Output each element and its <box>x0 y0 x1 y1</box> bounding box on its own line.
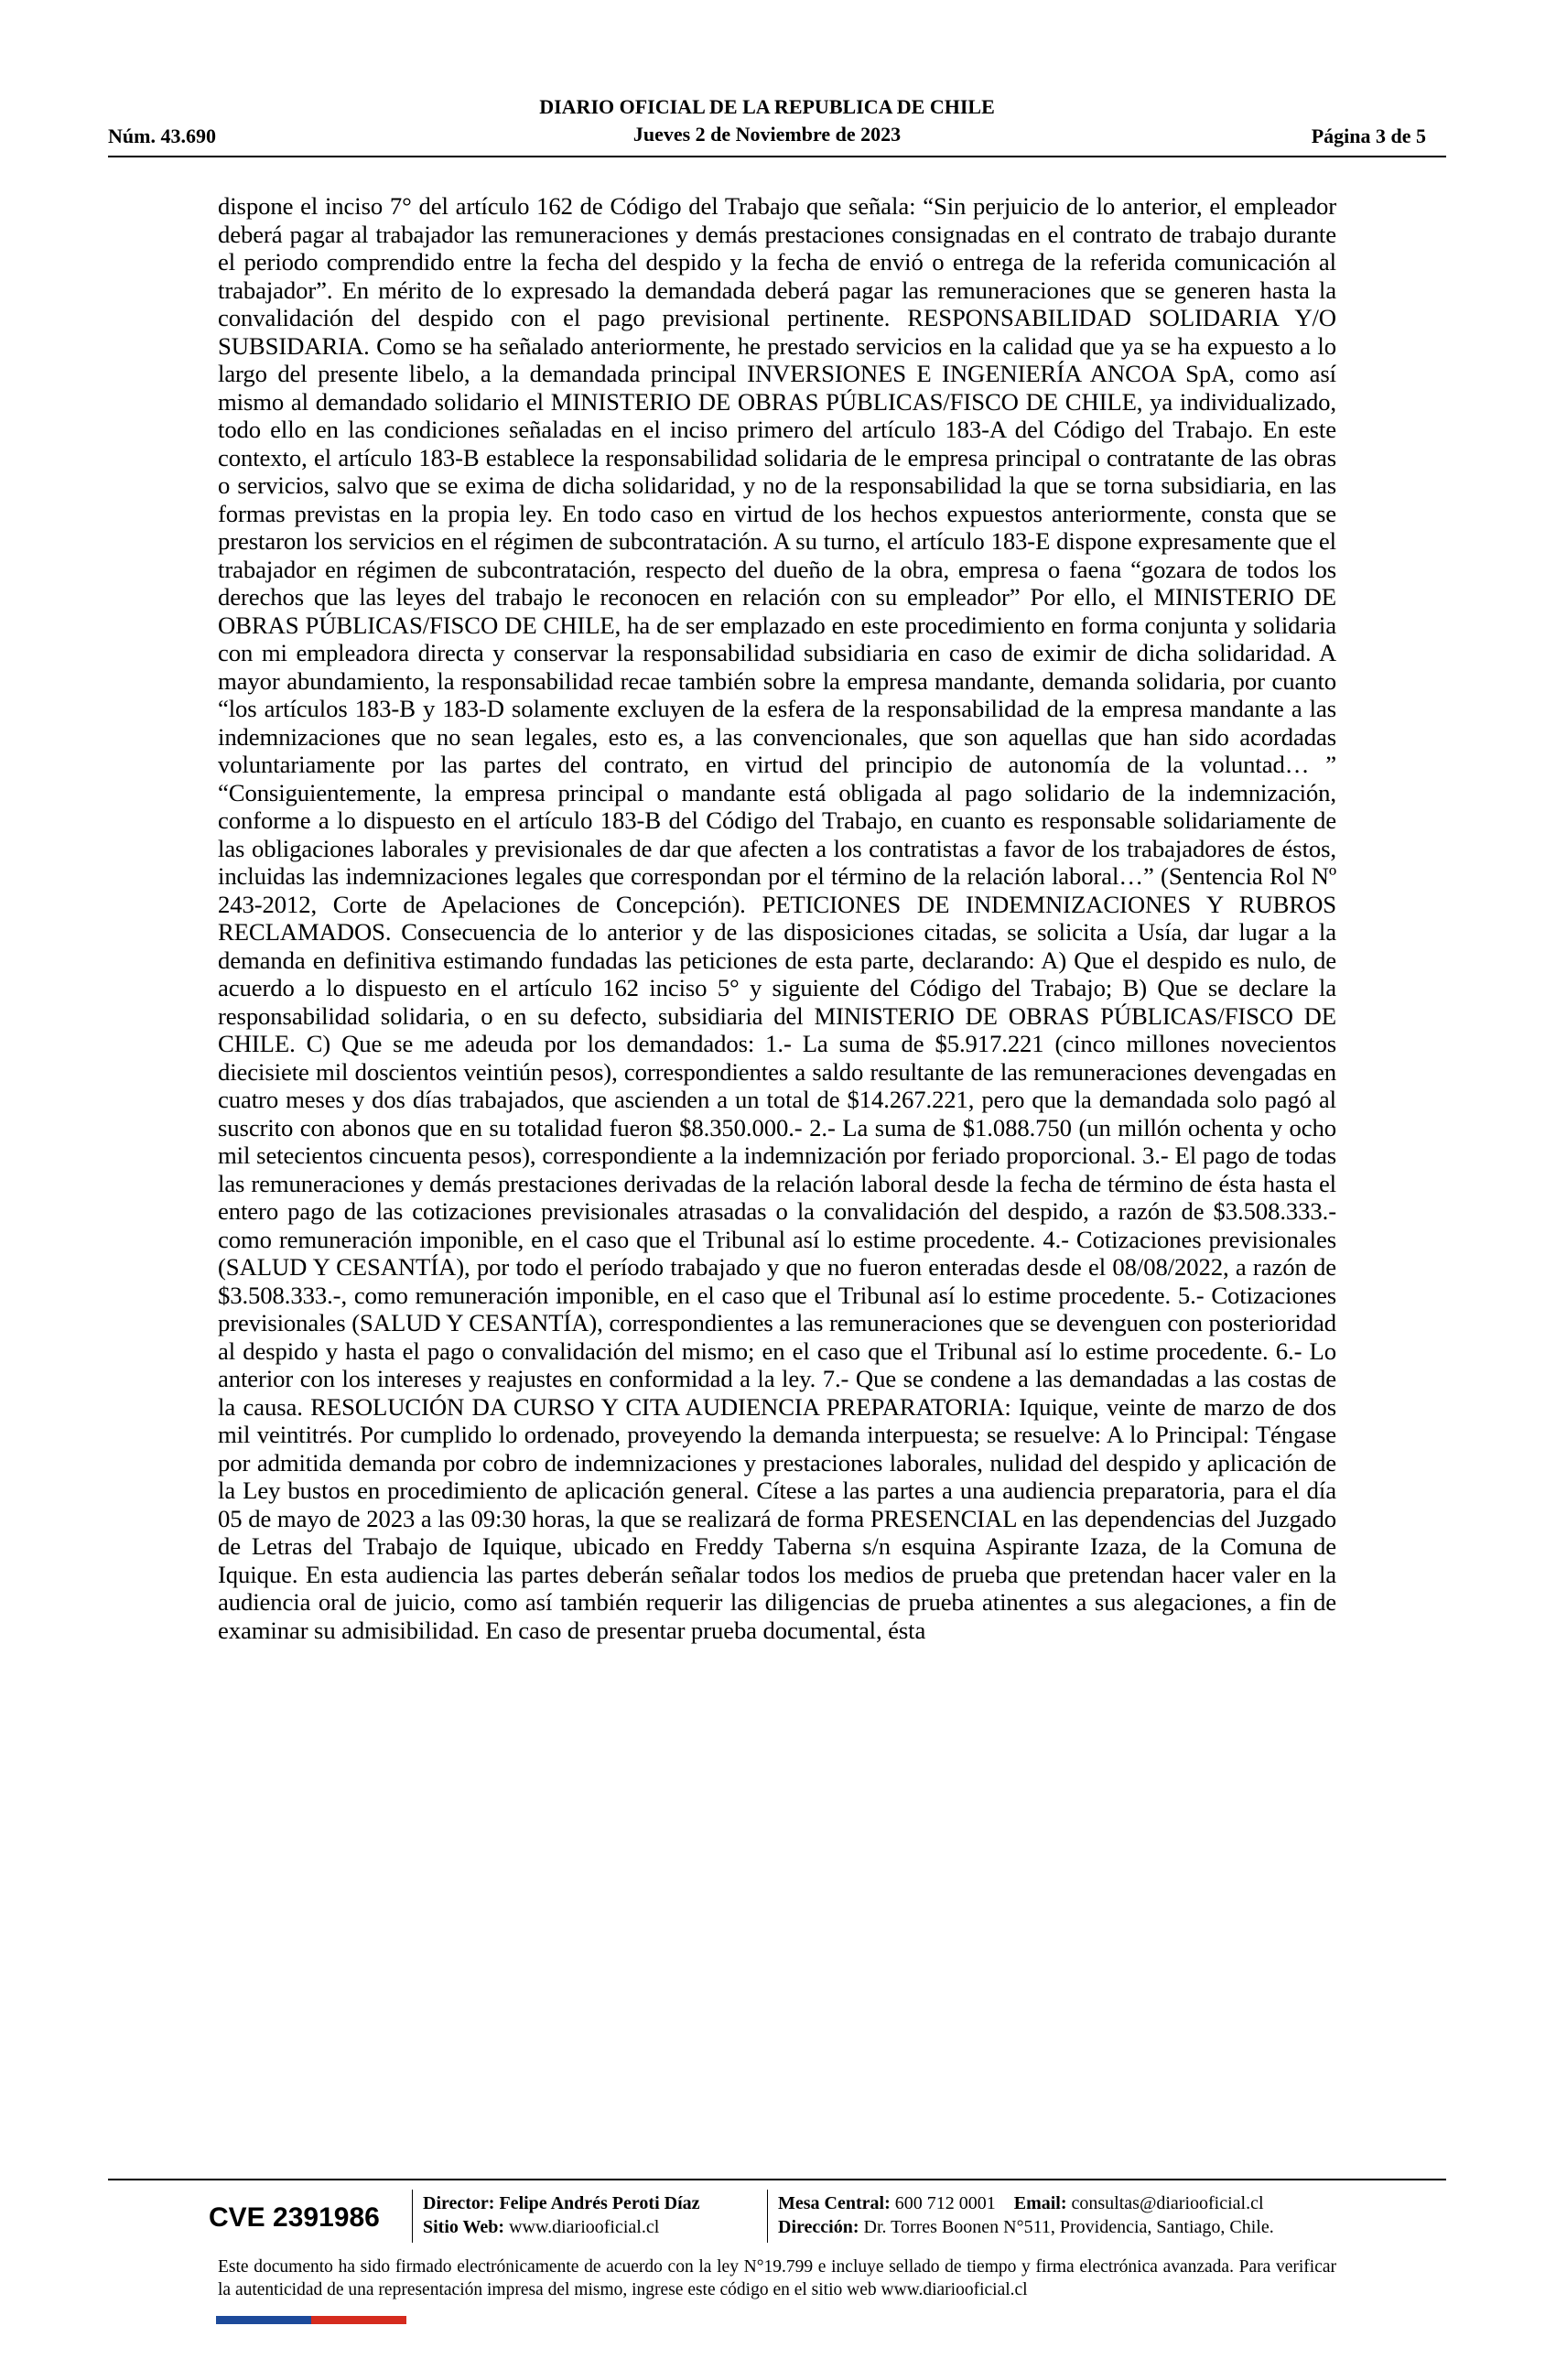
page-header <box>108 92 1426 156</box>
header-center <box>108 93 1426 148</box>
flag-red-bar <box>311 2316 406 2324</box>
phone-label: Mesa Central: <box>778 2193 891 2213</box>
publication-date: Jueves 2 de Noviembre de 2023 <box>632 123 902 146</box>
cve-code: CVE 2391986 <box>209 2202 380 2233</box>
page-number: Página 3 de 5 <box>1311 124 1426 147</box>
flag-blue-bar <box>216 2316 311 2324</box>
publication-title: DIARIO OFICIAL DE LA REPUBLICA DE CHILE <box>539 95 995 118</box>
phone-value: 600 712 0001 <box>894 2193 996 2213</box>
footer-separator <box>412 2190 413 2243</box>
footer-disclaimer: Este documento ha sido firmado electrónicamente de acuerdo con la ley N°19.799 e incluye sellado de tiempo y firma electrónica avanzada. Para verificar la autenticidad de una representación impresa del mismo, ingrese este código en el sitio web www.diariooficial.cl <box>218 2257 1336 2299</box>
footer-contact-block <box>778 2191 1274 2239</box>
address-value: Dr. Torres Boonen N°511, Providencia, Santiago, Chile. <box>863 2217 1274 2237</box>
header-divider <box>108 156 1446 157</box>
site-label: Sitio Web: <box>423 2217 505 2237</box>
issue-number: Núm. 43.690 <box>108 124 216 147</box>
flag-stripe <box>216 2316 406 2324</box>
site-link[interactable]: www.diariooficial.cl <box>509 2217 660 2237</box>
address-label: Dirección: <box>778 2217 859 2237</box>
email-label: Email: <box>1013 2193 1067 2213</box>
footer-separator <box>767 2190 768 2243</box>
footer-divider <box>108 2179 1446 2180</box>
footer-director-block <box>423 2191 700 2239</box>
email-link[interactable]: consultas@diariooficial.cl <box>1071 2193 1264 2213</box>
director-name: Felipe Andrés Peroti Díaz <box>499 2193 700 2213</box>
document-body: dispone el inciso 7° del artículo 162 de Código del Trabajo que señala: “Sin perjuicio de lo anterior, el empleador deberá pagar al trabajador las remuneraciones y demás prestaciones consignadas en el contrato de trabajo durante el periodo comprendido entre la fecha del despido y la fecha de envió o entrega de la referida comunicación al trabajador”. En mérito de lo expresado la demandada deberá pagar las remuneraciones que se generen hasta la convalidación del despido con el pago previsional pertinente. RESPONSABILIDAD SOLIDARIA Y/O SUBSIDARIA. Como se ha señalado anteriormente, he prestado servicios en la calidad que ya se ha expuesto a lo largo del presente libelo, a la demandada principal INVERSIONES E INGENIERÍA ANCOA SpA, como así mismo al demandado solidario el MINISTERIO DE OBRAS PÚBLICAS/FISCO DE CHILE, ya individualizado, todo ello en las condiciones señaladas en el inciso primero del artículo 183-A del Código del Trabajo. En este contexto, el artículo 183-B establece la responsabilidad solidaria de le empresa principal o contratante de las obras o servicios, salvo que se exima de dicha solidaridad, y no de la responsabilidad la que se torna subsidiaria, en las formas previstas en la propia ley. En todo caso en virtud de los hechos expuestos anteriormente, consta que se prestaron los servicios en el régimen de subcontratación. A su turno, el artículo 183-E dispone expresamente que el trabajador en régimen de subcontratación, respecto del dueño de la obra, empresa o faena “gozara de todos los derechos que las leyes del trabajo le reconocen en relación con su empleador” Por ello, el MINISTERIO DE OBRAS PÚBLICAS/FISCO DE CHILE, ha de ser emplazado en este procedimiento en forma conjunta y solidaria con mi empleadora directa y conservar la responsabilidad subsidiaria en caso de eximir de dicha solidaridad. A mayor abundamiento, la responsabilidad recae también sobre la empresa mandante, demanda solidaria, por cuanto “los artículos 183-B y 183-D solamente excluyen de la esfera de la responsabilidad de la empresa mandante a las indemnizaciones que no sean legales, esto es, a las convencionales, que son aquellas que han sido acordadas voluntariamente por las partes del contrato, en virtud del principio de autonomía de la voluntad… ” “Consiguientemente, la empresa principal o mandante está obligada al pago solidario de la indemnización, conforme a lo dispuesto en el artículo 183-B del Código del Trabajo, en cuanto es responsable solidariamente de las obligaciones laborales y previsionales de dar que afecten a los contratistas a favor de los trabajadores de éstos, incluidas las indemnizaciones legales que correspondan por el término de la relación laboral…” (Sentencia Rol Nº 243-2012, Corte de Apelaciones de Concepción). PETICIONES DE INDEMNIZACIONES Y RUBROS RECLAMADOS. Consecuencia de lo anterior y de las disposiciones citadas, se solicita a Usía, dar lugar a la demanda en definitiva estimando fundadas las peticiones de esta parte, declarando: A) Que el despido es nulo, de acuerdo a lo dispuesto en el artículo 162 inciso 5° y siguiente del Código del Trabajo; B) Que se declare la responsabilidad solidaria, o en su defecto, subsidiaria del MINISTERIO DE OBRAS PÚBLICAS/FISCO DE CHILE. C) Que se me adeuda por los demandados: 1.- La suma de $5.917.221 (cinco millones novecientos diecisiete mil doscientos veintiún pesos), correspondientes a saldo resultante de las remuneraciones devengadas en cuatro meses y dos días trabajados, que ascienden a un total de $14.267.221, pero que la demandada solo pagó al suscrito con abonos que en su totalidad fueron $8.350.000.- 2.- La suma de $1.088.750 (un millón ochenta y ocho mil setecientos cincuenta pesos), correspondiente a la indemnización por feriado proporcional. 3.- El pago de todas las remuneraciones y demás prestaciones derivadas de la relación laboral desde la fecha de término de ésta hasta el entero pago de las cotizaciones previsionales atrasadas o la convalidación del despido, a razón de $3.508.333.- como remuneración imponible, en el caso que el Tribunal así lo estime procedente. 4.- Cotizaciones previsionales (SALUD Y CESANTÍA), por todo el período trabajado y que no fueron enteradas desde el 08/08/2022, a razón de $3.508.333.-, como remuneración imponible, en el caso que el Tribunal así lo estime procedente. 5.- Cotizaciones previsionales (SALUD Y CESANTÍA), correspondientes a las remuneraciones que se devenguen con posterioridad al despido y hasta el pago o convalidación del mismo; en el caso que el Tribunal así lo estime procedente. 6.- Lo anterior con los intereses y reajustes en conformidad a la ley. 7.- Que se condene a las demandadas a las costas de la causa. RESOLUCIÓN DA CURSO Y CITA AUDIENCIA PREPARATORIA: Iquique, veinte de marzo de dos mil veintitrés. Por cumplido lo ordenado, proveyendo la demanda interpuesta; se resuelve: A lo Principal: Téngase por admitida demanda por cobro de indemnizaciones y prestaciones laborales, nulidad del despido y aplicación de la Ley bustos en procedimiento de aplicación general. Cítese a las partes a una audiencia preparatoria, para el día 05 de mayo de 2023 a las 09:30 horas, la que se realizará de forma PRESENCIAL en las dependencias del Juzgado de Letras del Trabajo de Iquique, ubicado en Freddy Taberna s/n esquina Aspirante Izaza, de la Comuna de Iquique. En esta audiencia las partes deberán señalar todos los medios de prueba que pretendan hacer valer en la audiencia oral de juicio, como así también requerir las diligencias de prueba atinentes a sus alegaciones, a fin de examinar su admisibilidad. En caso de presentar prueba documental, ésta <box>218 192 1336 1644</box>
director-label: Director: <box>423 2193 495 2213</box>
